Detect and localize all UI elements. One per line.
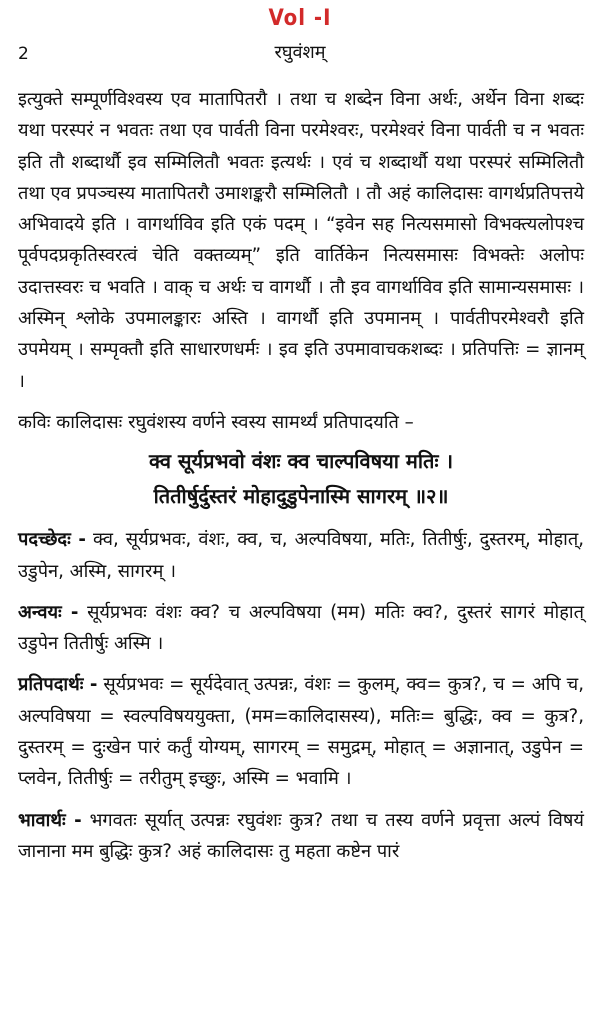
running-title: रघुवंशम् [274,42,326,63]
pratipadartha-section [18,669,584,794]
pratipadartha-label: प्रतिपदार्थः - [18,674,98,696]
padacheda-text: क्व, सूर्यप्रभवः, वंशः, क्व, च, अल्पविषया, मतिः, तितीर्षुः, दुस्तरम्, मोहात्, उडुपेन, अस्मि, सागरम् । [18,529,584,582]
volume-label: Vol -I [268,6,332,31]
padacheda-label: पदच्छेदः - [18,529,86,551]
verse-line-2: तितीर्षुर्दुस्तरं मोहादुडुपेनास्मि सागरम् ॥२॥ [153,484,449,509]
verse-block [18,444,584,514]
padacheda-section [18,524,584,587]
bhavartha-label: भावार्थः - [18,809,82,831]
anvaya-text: सूर्यप्रभवः वंशः क्व? च अल्पविषया (मम) मतिः क्व?, दुस्तरं सागरं मोहात् उडुपेन तितीर्षुः अस्मि । [18,601,584,655]
bhavartha-section [18,805,584,868]
anvaya-label: अन्वयः - [18,601,79,623]
page-number: 2 [18,44,29,64]
lead-in-line: कविः कालिदासः रघुवंशस्य वर्णने स्वस्य सामर्थ्यं प्रतिपादयति – [18,411,414,433]
verse-line-1: क्व सूर्यप्रभवो वंशः क्व चाल्पविषया मतिः । [148,449,454,474]
intro-paragraph: इत्युक्ते सम्पूर्णविश्वस्य एव मातापितरौ । तथा च शब्देन विना अर्थः, अर्थेन विना शब्दः यथा परस्परं न भवतः तथा एव पार्वती विना परमेश्वरः, परमेश्वरं विना पार्वती च न भवतः इति तौ शब्दार्थौ इव सम्मिलितौ भवतः इत्यर्थः । एवं च शब्दार्थौ यथा परस्परं सम्मिलितौ तथा एव प्रपञ्चस्य मातापितरौ उमाशङ्करौ सम्मिलितौ । तौ अहं कालिदासः वागर्थप्रतिपत्तये अभिवादये इति । वागर्थाविव इति एकं पदम् । “इवेन सह नित्यसमासो विभक्त्यलोपश्च पूर्वपदप्रकृतिस्वरत्वं चेति वक्तव्यम्” इति वार्तिकेन नित्यसमासः विभक्तेः अलोपः उदात्तस्वरः च भवति । वाक् च अर्थः च वागर्थौ । तौ इव वागर्थाविव इति सामान्यसमासः । अस्मिन् श्लोके उपमालङ्कारः अस्ति । वागर्थौ इति उपमानम् । पार्वतीपरमेश्वरौ इति उपमेयम् । सम्पृक्तौ इति साधारणधर्मः । इव इति उपमावाचकशब्दः । प्रतिपत्तिः = ज्ञानम् । [18,89,584,392]
anvaya-section [18,597,584,660]
pratipadartha-text: सूर्यप्रभवः = सूर्यदेवात् उत्पन्नः, वंशः = कुलम्, क्व= कुत्र?, च = अपि च, अल्पविषया = स्वल्पविषययुक्ता, (मम=कालिदासस्य), मतिः= बुद्धिः, क्व = कुत्र?, दुस्तरम् = दुःखेन पारं कर्तुं योग्यम्, सागरम् = समुद्रम्, मोहात् = अज्ञानात्, उडुपेन = प्लवेन, तितीर्षुः = तरीतुम् इच्छुः, अस्मि = भवामि । [18,674,584,790]
bhavartha-text: भगवतः सूर्यात् उत्पन्नः रघुवंशः कुत्र? तथा च तस्य वर्णने प्रवृत्ता अल्पं विषयं जानाना मम बुद्धिः कुत्र? अहं कालिदासः तु महता कष्टेन पारं [18,809,584,862]
page-body [18,84,584,867]
